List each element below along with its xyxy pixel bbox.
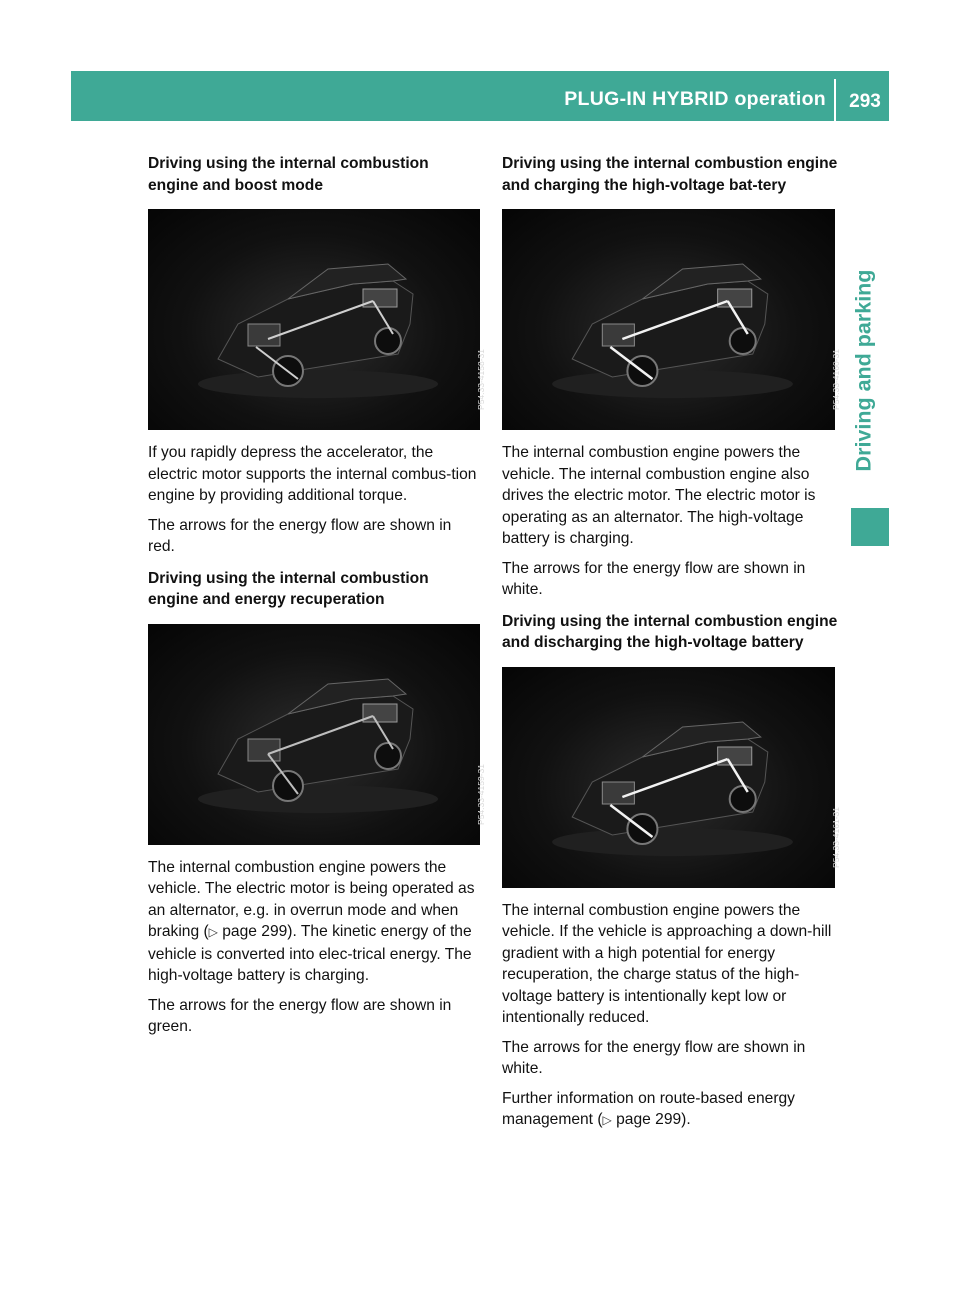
page-header	[71, 71, 889, 121]
side-tab-label: Driving and parking	[851, 269, 876, 471]
image-code: P54.33-4161-31	[831, 806, 841, 868]
image-code: P54.33-4158-31	[476, 349, 486, 410]
paragraph	[148, 857, 482, 987]
image-code: P54.33-4160-31	[831, 349, 841, 410]
section-heading-boost: Driving using the internal combustion engine and boost mode	[148, 155, 429, 194]
text-run: Further information on route-based energy management (	[502, 1089, 795, 1128]
vehicle-illustration-boost	[148, 209, 486, 430]
vehicle-illustration-discharging	[502, 667, 841, 888]
text-run: ).	[681, 1111, 691, 1128]
image-code: P54.33-4159-31	[476, 763, 486, 825]
text-run: The internal combustion engine powers the vehicle. The electric motor is being operated as an alternator, e.g. in overrun mode and when braking (	[148, 858, 475, 940]
paragraph: The arrows for the energy flow are shown in green.	[148, 996, 452, 1035]
car-graphic	[502, 209, 835, 430]
page-number: 293	[849, 91, 881, 112]
right-column	[502, 153, 841, 1132]
side-tab	[840, 255, 888, 485]
car-graphic	[502, 667, 835, 888]
section-heading-discharging: Driving using the internal combustion engine and discharging the high-voltage battery	[502, 612, 838, 651]
paragraph: If you rapidly depress the accelerator, the electric motor supports the internal combus-tion engine by providing additional torque.	[148, 444, 477, 504]
header-divider	[834, 79, 836, 121]
triangle-right-icon: ▷	[208, 925, 218, 939]
vehicle-illustration-recuperation	[148, 624, 486, 845]
paragraph: The internal combustion engine powers the vehicle. The internal combustion engine also drives the electric motor. The electric motor is operating as an alternator. The high-voltage battery is charging.	[502, 444, 816, 547]
paragraph: The arrows for the energy flow are shown in red.	[148, 516, 452, 555]
section-heading-recuperation: Driving using the internal combustion engine and energy recuperation	[148, 569, 429, 608]
page-reference-link[interactable]: page 299	[616, 1111, 682, 1128]
car-graphic	[148, 209, 480, 430]
chapter-title: PLUG-IN HYBRID operation	[564, 88, 826, 110]
car-graphic	[148, 624, 480, 845]
side-tab-marker	[851, 508, 889, 546]
page-reference-link[interactable]: page 299	[222, 923, 288, 940]
triangle-right-icon: ▷	[602, 1113, 612, 1127]
vehicle-illustration-charging	[502, 209, 841, 430]
paragraph	[502, 1088, 838, 1132]
paragraph: The arrows for the energy flow are shown in white.	[502, 559, 806, 598]
paragraph: The arrows for the energy flow are shown in white.	[502, 1038, 806, 1077]
paragraph: The internal combustion engine powers the vehicle. If the vehicle is approaching a down-hill gradient with a high potential for energy recuperation, the charge status of the high-voltage battery is intentionally kept low or intentionally reduced.	[502, 901, 832, 1026]
text-run: ). The kinetic energy of the vehicle is converted into elec-trical energy. The high-voltage battery is charging.	[148, 923, 472, 984]
left-column	[148, 153, 486, 1038]
section-heading-charging: Driving using the internal combustion engine and charging the high-voltage bat-tery	[502, 155, 838, 194]
